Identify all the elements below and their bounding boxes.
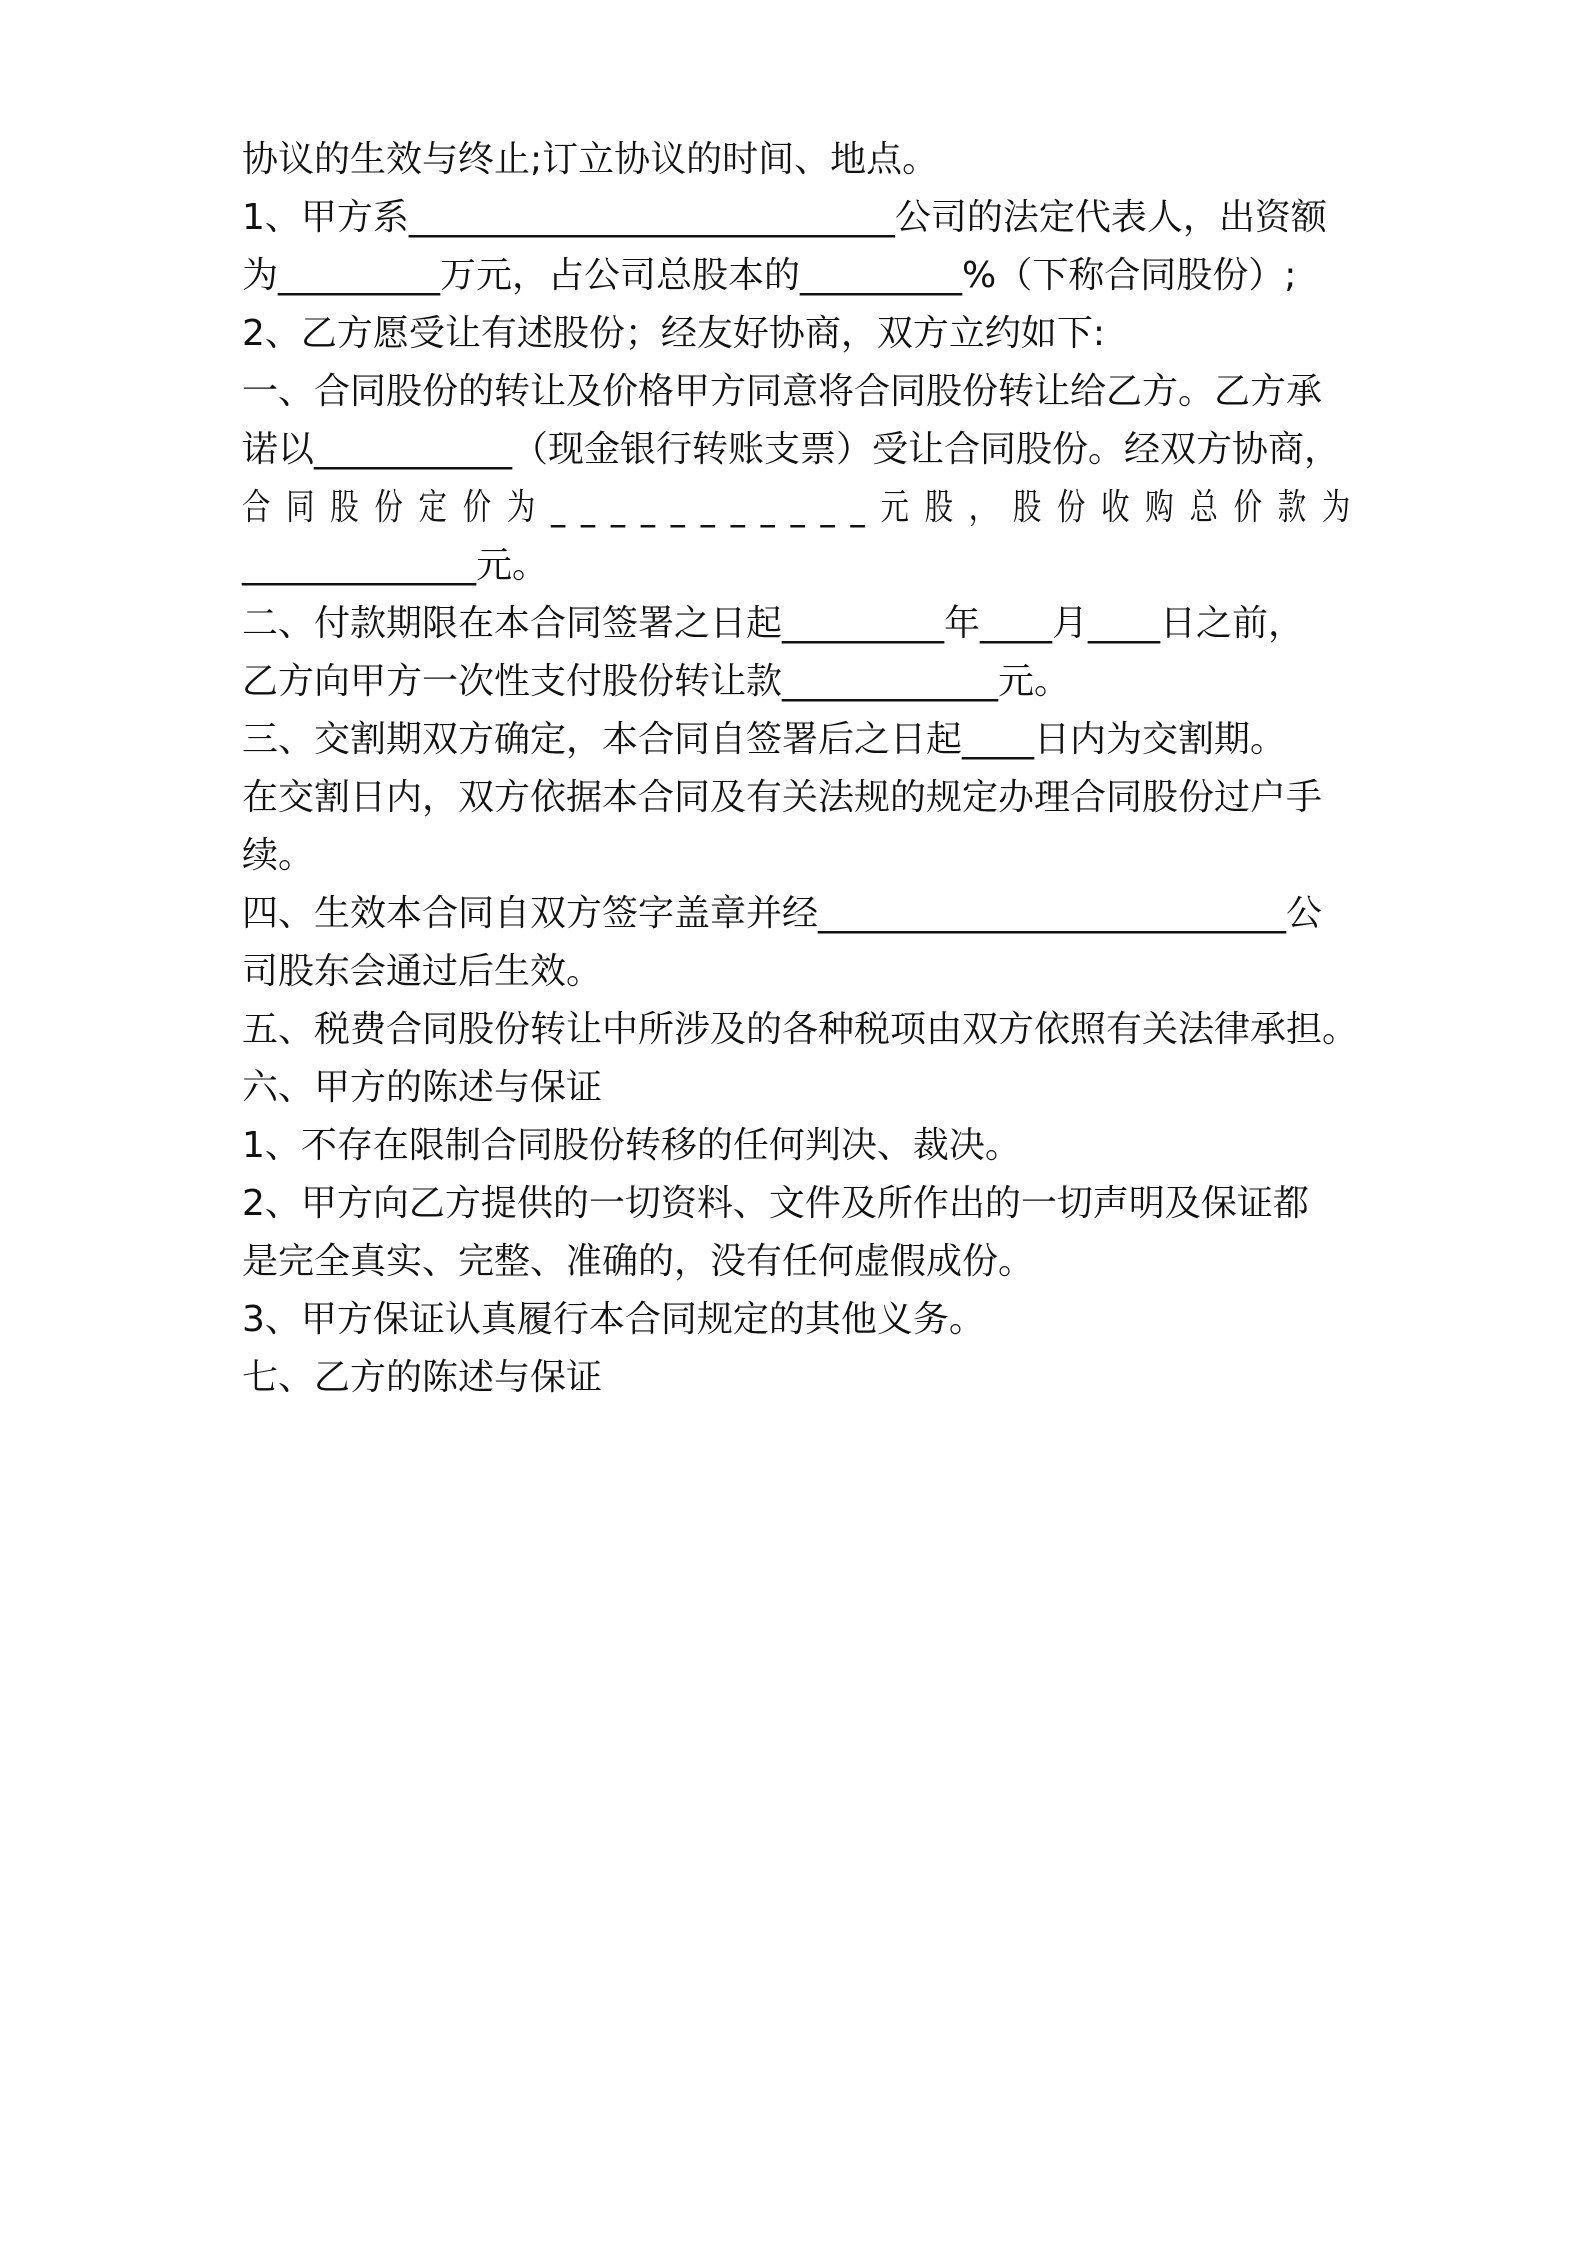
text-line-20: 是完全真实、完整、准确的，没有任何虚假成份。 <box>242 1241 1035 1282</box>
text-line-3: 为_________万元，占公司总股本的_________%（下称合同股份）; <box>242 255 1297 296</box>
text-line-10: 乙方向甲方一次性支付股份转让款____________元。 <box>242 661 1071 702</box>
text-line-19: 2、甲方向乙方提供的一切资料、文件及所作出的一切声明及保证都 <box>242 1183 1309 1224</box>
text-line-1: 协议的生效与终止;订立协议的时间、地点。 <box>242 139 939 180</box>
text-line-12: 在交割日内，双方依据本合同及有关法规的规定办理合同股份过户手 <box>242 777 1323 818</box>
text-line-21: 3、甲方保证认真履行本合同规定的其他义务。 <box>242 1299 985 1340</box>
text-line-16: 五、税费合同股份转让中所涉及的各种税项由双方依照有关法律承担。 <box>242 1009 1359 1050</box>
text-line-14: 四、生效本合同自双方签字盖章并经__________________________公 <box>242 893 1323 934</box>
text-line-18: 1、不存在限制合同股份转移的任何判决、裁决。 <box>242 1125 1021 1166</box>
text-line-6: 诺以___________（现金银行转账支票）受让合同股份。经双方协商， <box>242 429 1341 470</box>
text-line-9: 二、付款期限在本合同签署之日起_________年____月____日之前， <box>242 603 1305 644</box>
text-line-8: _____________元。 <box>242 545 549 586</box>
text-line-15: 司股东会通过后生效。 <box>242 951 603 992</box>
text-line-2: 1、甲方系___________________________公司的法定代表人，出资额 <box>242 197 1327 238</box>
text-line-7: 合同股份定价为___________元股，股份收购总价款为 <box>242 487 1367 528</box>
text-line-17: 六、甲方的陈述与保证 <box>242 1067 603 1108</box>
text-line-5: 一、合同股份的转让及价格甲方同意将合同股份转让给乙方。乙方承 <box>242 371 1323 412</box>
text-line-11: 三、交割期双方确定，本合同自签署后之日起____日内为交割期。 <box>242 719 1287 760</box>
text-line-13: 续。 <box>242 835 315 876</box>
text-line-22: 七、乙方的陈述与保证 <box>242 1357 603 1398</box>
text-line-4: 2、乙方愿受让有述股份；经友好协商，双方立约如下: <box>242 313 1106 354</box>
